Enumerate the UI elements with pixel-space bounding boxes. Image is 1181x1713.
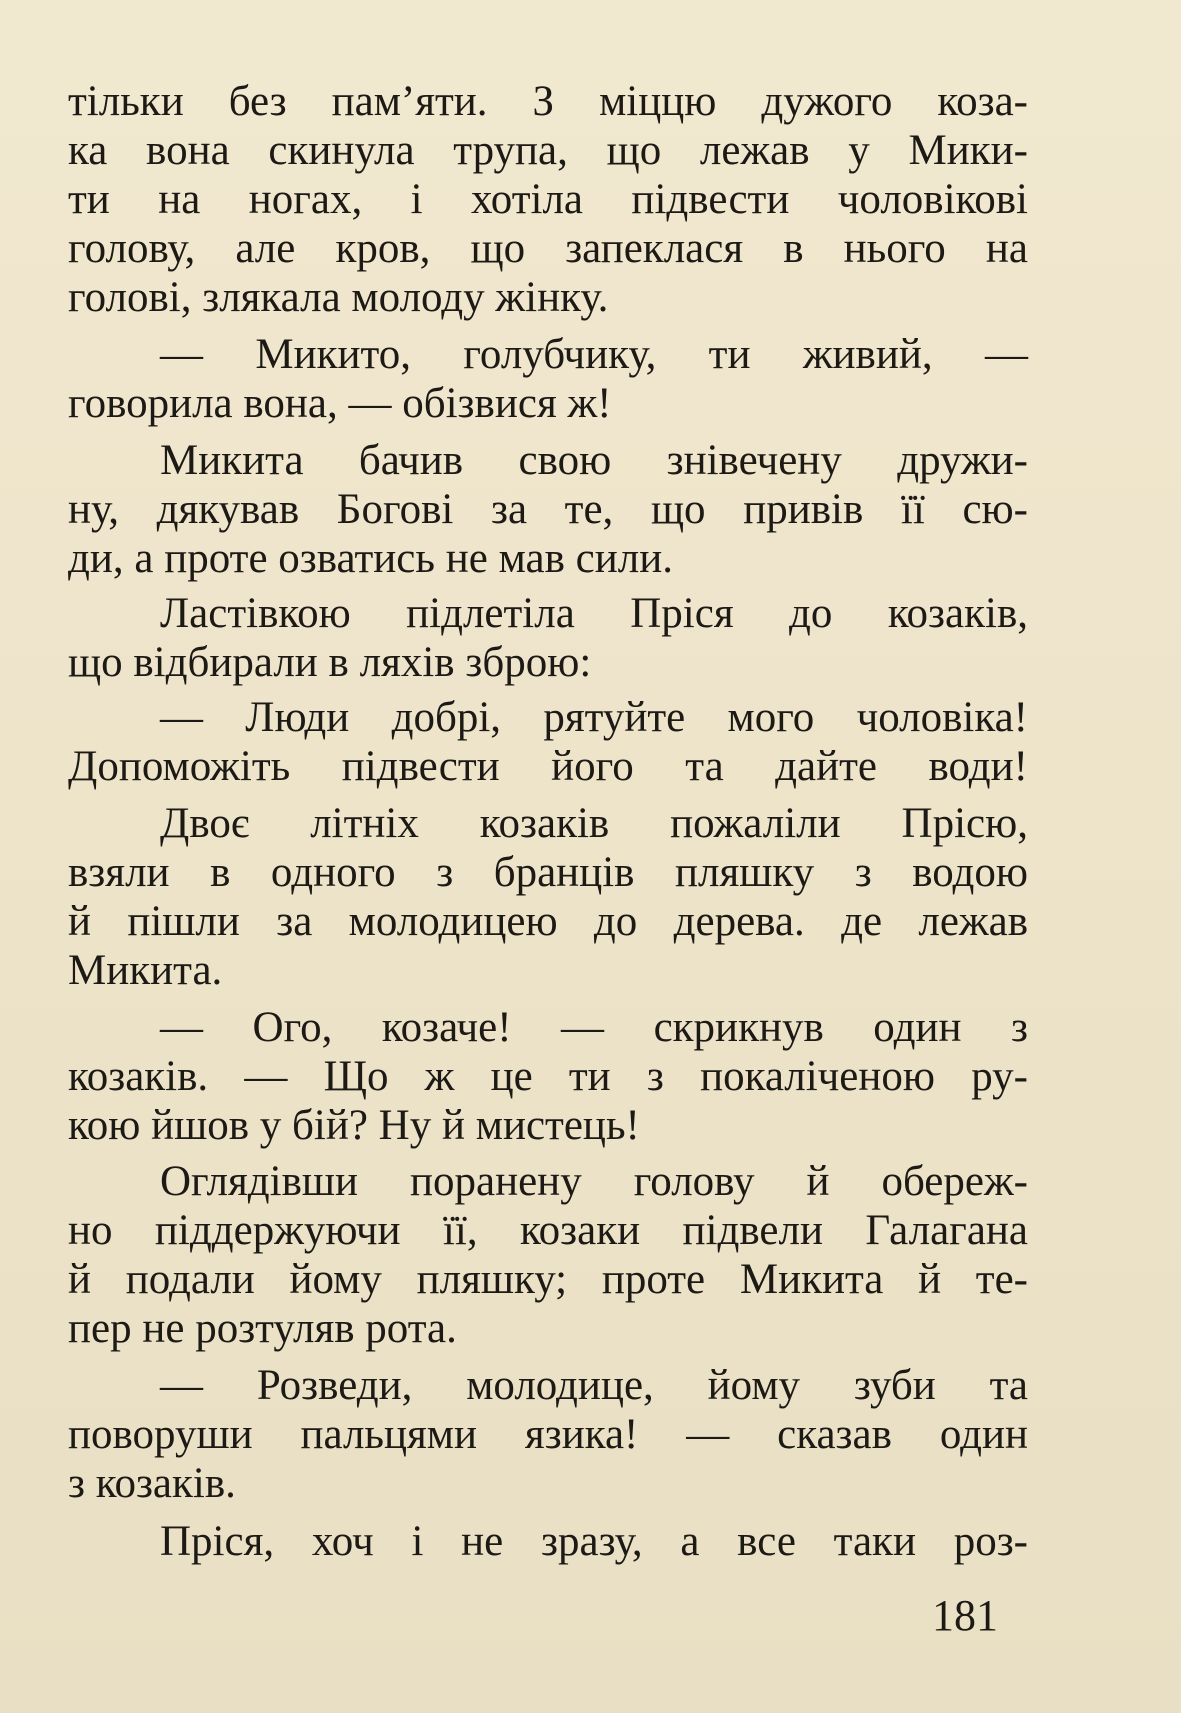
text-line: Микита. bbox=[68, 947, 223, 994]
text-line: Оглядівши поранену голову й обереж- bbox=[160, 1158, 1028, 1205]
text-line: Двоє літніх козаків пожаліли Прісю, bbox=[160, 800, 1028, 847]
text-line: з козаків. bbox=[68, 1460, 236, 1507]
text-line: ти на ногах, і хотіла підвести чоловікові bbox=[68, 176, 1028, 223]
text-line: — Люди добрі, рятуйте мого чоловіка! bbox=[160, 694, 1028, 741]
text-line: поворуши пальцями язика! — сказав один bbox=[68, 1411, 1028, 1458]
text-line: й подали йому пляшку; проте Микита й те- bbox=[68, 1256, 1028, 1303]
text-line: ди, а проте озватись не мав сили. bbox=[68, 535, 673, 582]
text-line: ну, дякував Богові за те, що привів її сю- bbox=[68, 486, 1028, 533]
text-line: ка вона скинула трупа, що лежав у Мики- bbox=[68, 127, 1028, 174]
text-line: пер не розтуляв рота. bbox=[68, 1305, 457, 1352]
text-line: голову, але кров, що запеклася в нього на bbox=[68, 225, 1028, 272]
text-line: но піддержуючи її, козаки підвели Галагана bbox=[68, 1207, 1028, 1254]
text-line: Пріся, хоч і не зразу, а все таки роз- bbox=[160, 1518, 1028, 1565]
text-line: Ластівкою підлетіла Пріся до козаків, bbox=[160, 590, 1028, 637]
text-line: й пішли за молодицею до дерева. де лежав bbox=[68, 898, 1028, 945]
text-line: — Ого, козаче! — скрикнув один з bbox=[160, 1004, 1028, 1051]
text-line: взяли в одного з бранців пляшку з водою bbox=[68, 849, 1028, 896]
text-line: козаків. — Що ж це ти з покаліченою ру- bbox=[68, 1053, 1028, 1100]
text-line: тільки без пам’яти. З міццю дужого коза- bbox=[68, 78, 1028, 125]
text-line: кою йшов у бій? Ну й мистець! bbox=[68, 1102, 640, 1149]
text-line: Допоможіть підвести його та дайте води! bbox=[68, 743, 1028, 790]
text-line: — Микито, голубчику, ти живий, — bbox=[160, 331, 1028, 378]
page-number: 181 bbox=[932, 1591, 998, 1640]
text-line: Микита бачив свою знівечену дружи- bbox=[160, 437, 1028, 484]
text-line: що відбирали в ляхів зброю: bbox=[68, 639, 592, 686]
text-line: голові, злякала молоду жінку. bbox=[68, 274, 609, 321]
text-line: говорила вона, — обізвися ж! bbox=[68, 380, 612, 427]
text-line: — Розведи, молодице, йому зуби та bbox=[160, 1362, 1028, 1409]
